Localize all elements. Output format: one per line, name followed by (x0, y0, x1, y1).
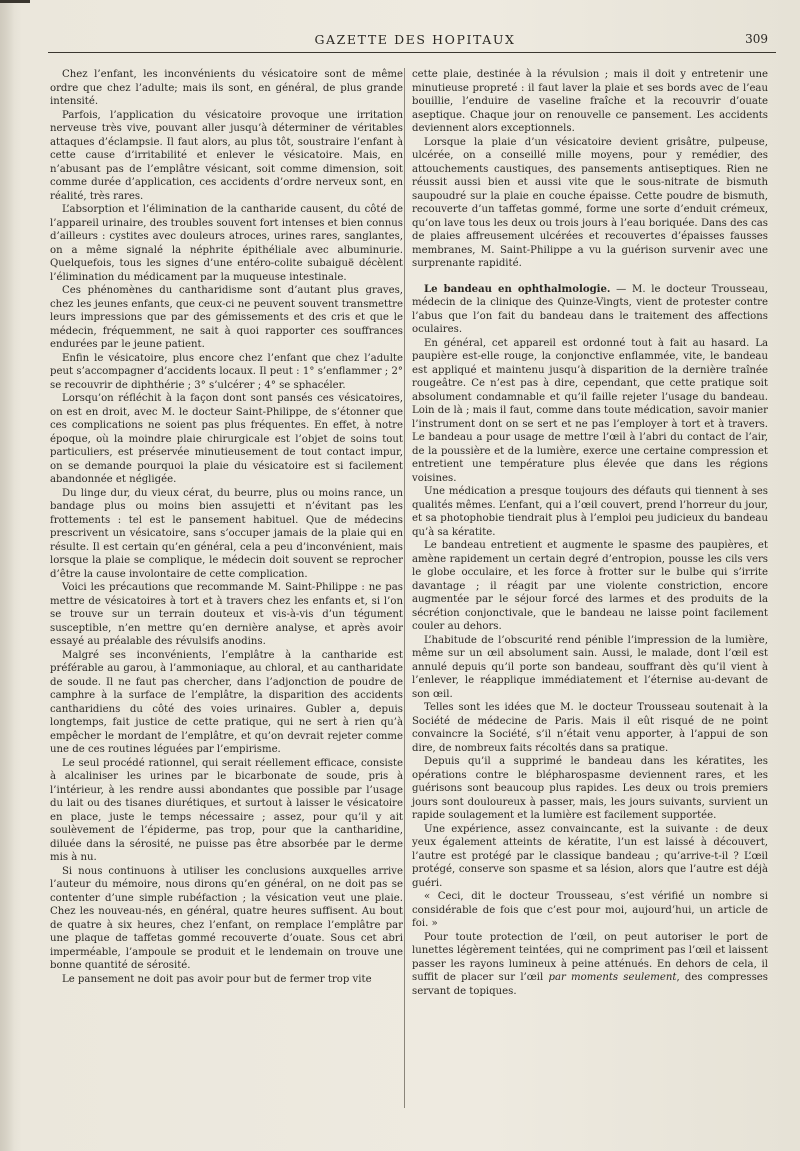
text-run: , des compresses servant de topiques. (412, 972, 768, 997)
section-paragraph (412, 283, 768, 337)
page-edge-shadow (0, 0, 14, 1151)
paragraph: Malgré ses inconvénients, l’emplâtre à la cantharide est préférable au garou, à l’ammoniaque, au chloral, et au cantharidate de soude. Il ne faut pas chercher, dans l’adjonction de poudre de camphre à la surface de l’emplâtre, la disparition des accidents cantharidiens du côté des voies urinaires. Gubler a, depuis longtemps, fait justice de cette pratique, qui ne sert à rien qu’à empêcher le mordant de l’emplâtre, et qu’on devrait rejeter comme une de ces routines léguées par l’empirisme. (50, 649, 403, 755)
paragraph: Du linge dur, du vieux cérat, du beurre, plus ou moins rance, un bandage plus ou moins bien assujetti et n’évitant pas les frottements : tel est le pansement habituel. Que de médecins prescrivent un vésicatoire, sans s’occuper jamais de la plaie qui en résulte. Il est certain qu’en général, cela a peu d’inconvénient, mais lorsque la plaie se complique, le médecin doit souvent se reprocher d’être la cause involontaire de cette complication. (50, 487, 403, 580)
last-paragraph (412, 931, 768, 999)
corner-mark (0, 0, 30, 3)
column-divider (404, 68, 405, 1108)
paragraph: Telles sont les idées que M. le docteur Trousseau soutenait à la Société de médecine de Paris. Mais il eût risqué de ne point convaincre la Société, s’il n’était venu apporter, à l’appui de son dire, de nombreux faits récoltés dans sa pratique. (412, 702, 768, 754)
paragraph: L’habitude de l’obscurité rend pénible l’impression de la lumière, même sur un œil absolument sain. Aussi, le malade, dont l’œil est annulé depuis qu’il porte son bandeau, souffrant dès qu’il vient à l’enlever, le réapplique immédiatement et l’éternise au-devant de son œil. (412, 634, 768, 700)
header-rule (48, 52, 776, 53)
italic-text: par moments seulement (548, 972, 677, 983)
page-number: 309 (745, 32, 768, 46)
right-column (412, 68, 768, 998)
page-header (48, 30, 782, 54)
paragraph: cette plaie, destinée à la révulsion ; mais il doit y entretenir une minutieuse propreté : il faut laver la plaie et ses bords avec de l’eau bouillie, l’enduire de vaseline fraîche et la recouvrir d’ouate aseptique. Chaque jour on renouvelle ce pansement. Les accidents deviennent alors exceptionnels. (412, 69, 768, 134)
paragraph: Lorsque la plaie d’un vésicatoire devient grisâtre, pulpeuse, ulcérée, on a conseillé mille moyens, pour y remédier, des attouchements caustiques, des pansements antiseptiques. Rien ne réussit aussi bien et aussi vite que le sous-nitrate de bismuth saupoudré sur la plaie en couche épaisse. Cette poudre de bismuth, recouverte d’un taffetas gommé, forme une sorte d’enduit crémeux, qu’on lave tous les deux ou trois jours à l’eau boriquée. Dans des cas de plaies affreusement ulcérées et recouvertes d’épaisses fausses membranes, M. Saint-Philippe a vu la guérison survenir avec une surprenante rapidité. (412, 136, 768, 269)
paragraph: En général, cet appareil est ordonné tout à fait au hasard. La paupière est-elle rouge, la conjonctive enflammée, vite, le bandeau est appliqué et maintenu jusqu’à disparition de la dernière traînée rougeâtre. Ce n’est pas à dire, cependant, que cette pratique soit absolument condamnable et qu’il faille rejeter l’usage du bandeau. Loin de là ; mais il faut, comme dans toute médication, savoir manier l’instrument dont on se sert et ne pas l’employer à tort et à travers. Le bandeau a pour usage de mettre l’œil à l’abri du contact de l’air, de la poussière et de la lumière, exerce une certaine compression et entretient une température plus élevée que dans les régions voisines. (412, 337, 768, 484)
paragraph: Enfin le vésicatoire, plus encore chez l’enfant que chez l’adulte peut s’accompagner d’accidents locaux. Il peut : 1° s’enflammer ; 2° se recouvrir de diphthérie ; 3° s’ulcérer ; 4° se sphacéler. (50, 352, 403, 391)
paragraph: Parfois, l’application du vésicatoire provoque une irritation nerveuse très vive, pouvant aller jusqu’à déterminer de véritables attaques d’éclampsie. Il faut alors, au plus tôt, soustraire l’enfant à cette cause d’irritabilité et enlever le vésicatoire. Mais, en n’abusant pas de l’emplâtre vésicant, soit comme dimension, soit comme durée d’application, ces accidents d’ordre nerveux sont, en réalité, très rares. (50, 109, 403, 202)
paragraph: Ces phénomènes du cantharidisme sont d’autant plus graves, chez les jeunes enfants, que ceux-ci ne peuvent souvent transmettre leurs impressions que par des gémissements et des cris et que le médecin, fréquemment, ne sait à quoi rapporter ces souffrances endurées par le jeune patient. (50, 285, 403, 350)
paragraph: L’absorption et l’élimination de la cantharide causent, du côté de l’appareil urinaire, des troubles souvent fort intenses et bien connus d’ailleurs : cystites avec douleurs atroces, urines rares, sanglantes, on a même signalé la néphrite épithéliale avec albuminurie. Quelquefois, tous les signes d’une entéro-colite subaiguë décèlent l’élimination du médicament par la muqueuse intestinale. (50, 204, 403, 283)
text-run: Pour toute protection de l’œil, on peut autoriser le port de lunettes légèrement teintées, qui ne compriment pas l’œil et laissent passer les rayons lumineux à peine atténués. En dehors de cela, il suffit de placer sur l’œil (412, 931, 768, 983)
paragraph: Depuis qu’il a supprimé le bandeau dans les kératites, les opérations contre le blépharospasme deviennent rares, et les guérisons sont beaucoup plus rapides. Les deux ou trois premiers jours sont douloureux à passer, mais, les jours suivants, survient un rapide soulagement et la lumière est facilement supportée. (412, 756, 768, 821)
paragraph: Le seul procédé rationnel, qui serait réellement efficace, consiste à alcaliniser les urines par le bicarbonate de soude, pris à l’intérieur, à les rendre aussi abondantes que possible par l’usage du lait ou des tisanes diurétiques, et surtout à laisser le vésicatoire en place, juste le temps nécessaire ; assez, pour qu’il y ait soulèvement de l’épiderme, pas trop, pour que la cantharidine, diluée dans la sérosité, ne puisse pas être absorbée par le derme mis à nu. (50, 757, 403, 863)
left-column (50, 68, 403, 986)
page-title: GAZETTE DES HOPITAUX (314, 32, 516, 47)
paragraph: Lorsqu’on réfléchit à la façon dont sont pansés ces vésicatoires, on est en droit, avec M. le docteur Saint-Philippe, de s’étonner que ces complications ne soient pas plus fréquentes. En effet, à notre époque, où la moindre plaie chirurgicale est l’objet de soins tout particuliers, est préservée minutieusement de tout contact impur, on se demande pourquoi la plaie du vésicatoire est si facilement abandonnée et négligée. (50, 393, 403, 485)
paragraph: « Ceci, dit le docteur Trousseau, s’est vérifié un nombre si considérable de fois que c’est pour moi, aujourd’hui, un article de foi. » (412, 891, 768, 929)
section-lead: — M. le docteur Trousseau, médecin de la clinique des Quinze-Vingts, vient de protester contre l’abus que l’on fait du bandeau dans le traitement des affections oculaires. (412, 283, 769, 335)
paragraph: Chez l’enfant, les inconvénients du vésicatoire sont de même ordre que chez l’adulte; mais ils sont, en général, de plus grande intensité. (50, 69, 403, 107)
paragraph: Une expérience, assez convaincante, est la suivante : de deux yeux également atteints de kératite, l’un est laissé à découvert, l’autre est protégé par le classique bandeau ; qu’arrive-t-il ? L’œil protégé, conserve son spasme et sa lésion, alors que l’autre est déjà guéri. (412, 823, 768, 889)
paragraph: Voici les précautions que recommande M. Saint-Philippe : ne pas mettre de vésicatoires à tort et à travers chez les enfants et, si l’on se trouve sur un terrain douteux et vis-à-vis d’un tégument susceptible, n’en mettre qu’en dernière analyse, et après avoir essayé au préalable des révulsifs anodins. (50, 582, 403, 647)
paragraph: Une médication a presque toujours des défauts qui tiennent à ses qualités mêmes. L’enfant, qui a l’œil couvert, prend l’horreur du jour, et sa photophobie tiendrait plus à l’emploi peu judicieux du bandeau qu’à sa kératite. (412, 486, 768, 538)
paragraph: Si nous continuons à utiliser les conclusions auxquelles arrive l’auteur du mémoire, nous dirons qu’en général, on ne doit pas se contenter d’une simple rubéfaction ; la vésication veut une plaie. Chez les nouveau-nés, en général, quatre heures suffisent. Au bout de quatre à six heures, chez l’enfant, on remplace l’emplâtre par une plaque de taffetas gommé recouverte d’ouate. Sous cet abri imperméable, l’ampoule se produit et le lendemain on trouve une bonne quantité de sérosité. (50, 865, 403, 971)
paragraph: Le bandeau entretient et augmente le spasme des paupières, et amène rapidement un certain degré d’entropion, pousse les cils vers le globe occulaire, et les force à frotter sur le bulbe qui s’irrite davantage ; il réagit par une violente constriction, encore augmentée par le séjour forcé des larmes et des produits de la sécrétion conjonctivale, que le bandeau ne laisse point facilement couler au dehors. (412, 540, 768, 632)
paragraph: Le pansement ne doit pas avoir pour but de fermer trop vite (62, 973, 372, 985)
section-heading: Le bandeau en ophthalmologie. (424, 282, 611, 295)
